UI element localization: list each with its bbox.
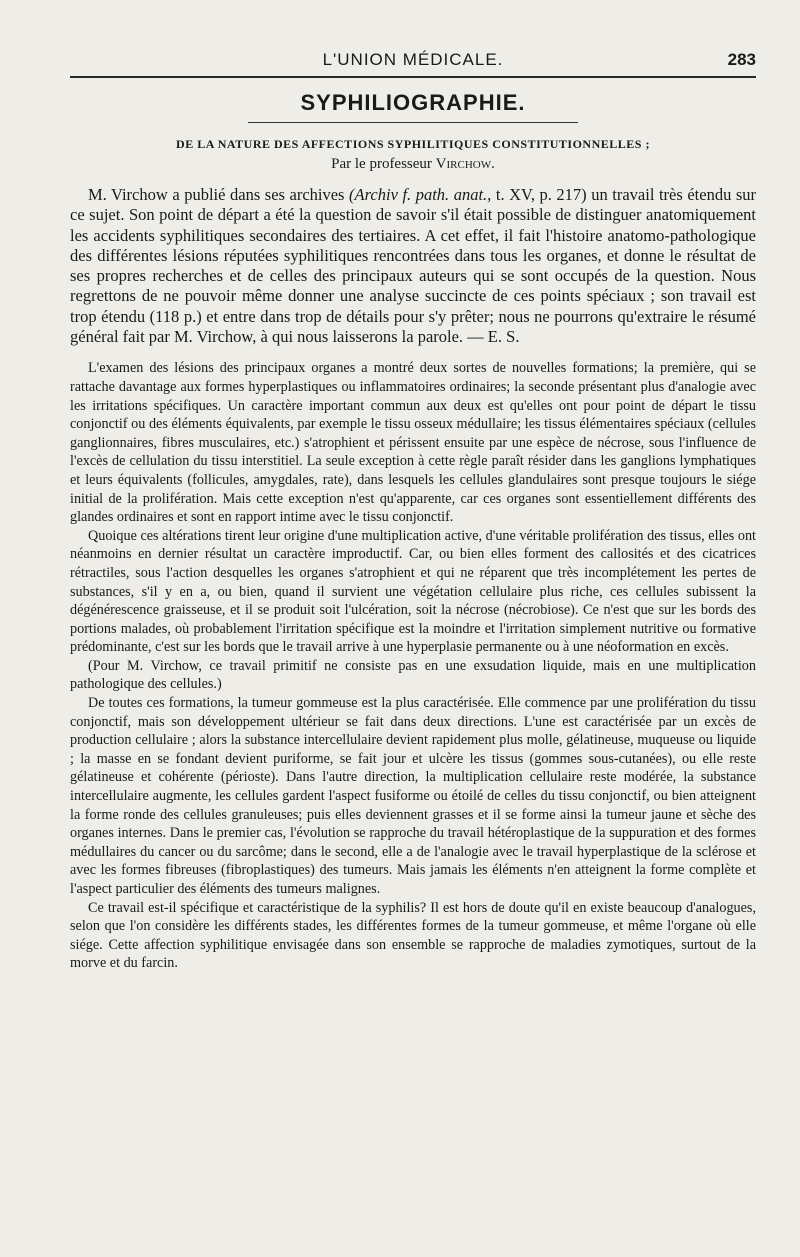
author-name: Virchow. xyxy=(435,156,495,172)
section-divider xyxy=(248,122,578,123)
page-number: 283 xyxy=(727,50,756,69)
body-paragraph-2: Quoique ces altérations tirent leur origine d'une multiplication active, d'une véritable prolifération des tissus, elles ont néanmoins en dernier résultat un caractère improductif. Car, ou bien elles forment des callosités et des cicatrices rétractiles, sous l'action desquelles les organes s'atrophient et qui ne réparent que très incomplétement les pertes de substances, s'il y en a, ou bien, quand il survient une végétation cellulaire plus riche, ces cellules subissent la dégénérescence graisseuse, et il se produit soit l'ulcération, soit la nécrose (nécrobiose). Ce n'est que sur les bords des portions malades, où probablement l'irritation spécifique est la moindre et l'irritation simplement nutritive ou formative prédominante, c'est sur les bords que le travail arrive à une hyperplasie permanente ou à une néoformation en excès. xyxy=(70,527,756,656)
body-paragraph-5: Ce travail est-il spécifique et caractéristique de la syphilis? Il est hors de doute qu'il en existe beaucoup d'analogues, selon que l'on considère les différents stades, les différentes formes de la tumeur gommeuse, et même l'organe où elle siége. Cette affection syphilitique envisagée dans son ensemble se rapproche de maladies zymotiques, surtout de la morve et du farcin. xyxy=(70,899,756,972)
byline xyxy=(70,156,756,173)
body-paragraph-3: (Pour M. Virchow, ce travail primitif ne consiste pas en une exsudation liquide, mais en une multiplication pathologique des cellules.) xyxy=(70,657,756,693)
intro-rest: t. XV, p. 217) un travail très étendu sur ce sujet. Son point de départ a été la question de savoir s'il était possible de distinguer anatomiquement les accidents syphilitiques secondaires des tertiaires. A cet effet, il fait l'histoire anatomo-pathologique des différentes lésions réputées syphilitiques rencontrées dans tous les organes, et donne le résultat de ses propres recherches et de celles des principaux auteurs qui se sont occupés de la question. Nous regrettons de ne pouvoir même donner une analyse succincte de ces points spéciaux ; son travail est trop étendu (118 p.) et entre dans trop de détails pour s'y prêter; nous ne pourrons qu'extraire le résumé général fait par M. Virchow, à qui nous laisserons la parole. — E. S. xyxy=(70,185,757,347)
intro-start: M. Virchow a publié dans ses archives xyxy=(88,185,345,204)
body-paragraph-1: L'examen des lésions des principaux organes a montré deux sortes de nouvelles formations; la première, qui se rattache davantage aux formes hyperplastiques ou inflammatoires ordinaires; la seconde présentant plus d'analogie avec les irritations spécifiques. Un caractère important commun aux deux est qu'elles ont pour point de départ le tissu conjonctif ou des éléments équivalents, par exemple le tissu osseux médullaire; les tissus élémentaires spéciaux (cellules ganglionnaires, fibres musculaires, etc.) s'atrophient et périssent ensuite par une espèce de nécrose, sous l'influence de l'excès de cellulation du tissu interstitiel. La seule exception à cette règle paraît résider dans les ganglions lymphatiques et leurs équivalents (follicules, amygdales, rate), dans lesquels les cellules glandulaires sont presque toujours le siége initial de la prolifération. Mais cette exception n'est qu'apparente, car ces organes sont essentiellement différents des glandes ordinaires et sont en rapport intime avec le tissu conjonctif. xyxy=(70,360,756,526)
running-head xyxy=(70,44,756,78)
section-title: SYPHILIOGRAPHIE. xyxy=(300,90,526,115)
intro-paragraph xyxy=(70,185,756,347)
running-title: L'UNION MÉDICALE. xyxy=(322,50,504,69)
byline-prefix: Par le professeur xyxy=(331,156,432,172)
article-title: DE LA NATURE DES AFFECTIONS SYPHILITIQUES CONSTITUTIONNELLES ; xyxy=(176,137,650,151)
body-paragraph-4: De toutes ces formations, la tumeur gommeuse est la plus caractérisée. Elle commence par une prolifération du tissu conjonctif, mais son développement ultérieur se fait dans deux directions. L'une est caractérisée par un excès de production cellulaire ; alors la substance intercellulaire devient rapidement plus molle, gélatineuse, muqueuse ou liquide ; la masse en se fondant devient puriforme, se fait jour et ulcère les tissus (gommes sous-cutanées), ou elle reste gélatineuse et cohérente (périoste). Dans l'autre direction, la multiplication cellulaire reste modérée, la substance intercellulaire augmente, les cellules gardent l'aspect fusiforme ou étoilé de celles du tissu conjonctif, ou bien atteignent la forme ronde des cellules granuleuses; puis elles deviennent grasses et il se forme ainsi la tumeur jaune et sèche des organes internes. Dans le premier cas, l'évolution se rapproche du travail hétéroplastique de la suppuration et des formes médullaires du cancer ou du sarcôme; dans le second, elle a de l'analogie avec le travail hyperplastique de la sclérose et avec les formes fibreuses (fibroplastiques) des tumeurs. Mais jamais les éléments n'en atteignent la forme complète et l'aspect particulier des éléments des tumeurs malignes. xyxy=(70,695,756,897)
citation: (Archiv f. path. anat., xyxy=(349,185,492,204)
